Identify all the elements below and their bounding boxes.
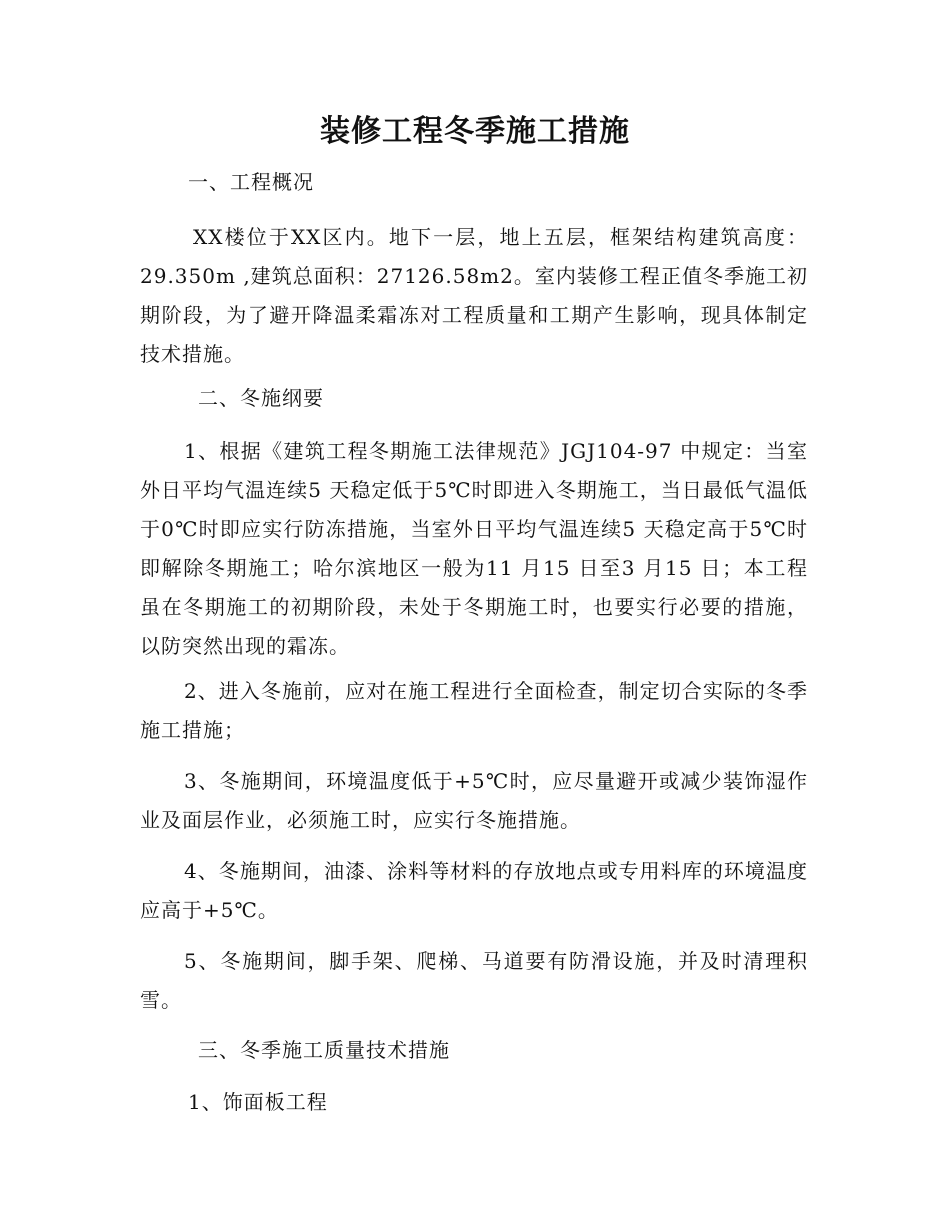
section-heading-quality-measures: 三、冬季施工质量技术措施	[198, 1038, 450, 1062]
outline-item-1: 1、根据《建筑工程冬期施工法律规范》JGJ104-97 中规定：当室外日平均气温连续5 天稳定低于5℃时即进入冬期施工，当日最低气温低于0℃时即应实行防冻措施，当室外日平均气温连续5 天稳定高于5℃时即解除冬期施工；哈尔滨地区一般为11 月15 日至3 月15 日；本工程虽在冬期施工的初期阶段，未处于冬期施工时，也要实行必要的措施，以防突然出现的霜冻。	[140, 439, 808, 658]
outline-item-3: 3、冬施期间，环境温度低于+5℃时，应尽量避开或减少装饰湿作业及面层作业，必须施工时，应实行冬施措施。	[140, 769, 808, 832]
section-heading-winter-outline: 二、冬施纲要	[198, 386, 324, 410]
outline-item-4: 4、冬施期间，油漆、涂料等材料的存放地点或专用料库的环境温度应高于+5℃。	[140, 859, 808, 922]
outline-item-5: 5、冬施期间，脚手架、爬梯、马道要有防滑设施，并及时清理积雪。	[140, 949, 808, 1012]
document-title: 装修工程冬季施工措施	[320, 114, 630, 149]
overview-paragraph: XX楼位于XX区内。地下一层，地上五层，框架结构建筑高度：29.350m ,建筑总面积：27126.58m2。室内装修工程正值冬季施工初期阶段，为了避开降温柔霜冻对工程质量和工期产生影响，现具体制定技术措施。	[140, 225, 808, 366]
outline-item-2: 2、进入冬施前，应对在施工程进行全面检查，制定切合实际的冬季施工措施；	[140, 679, 808, 742]
section-heading-overview: 一、工程概况	[188, 170, 314, 194]
sub-heading-facing-panel: 1、饰面板工程	[188, 1090, 328, 1114]
